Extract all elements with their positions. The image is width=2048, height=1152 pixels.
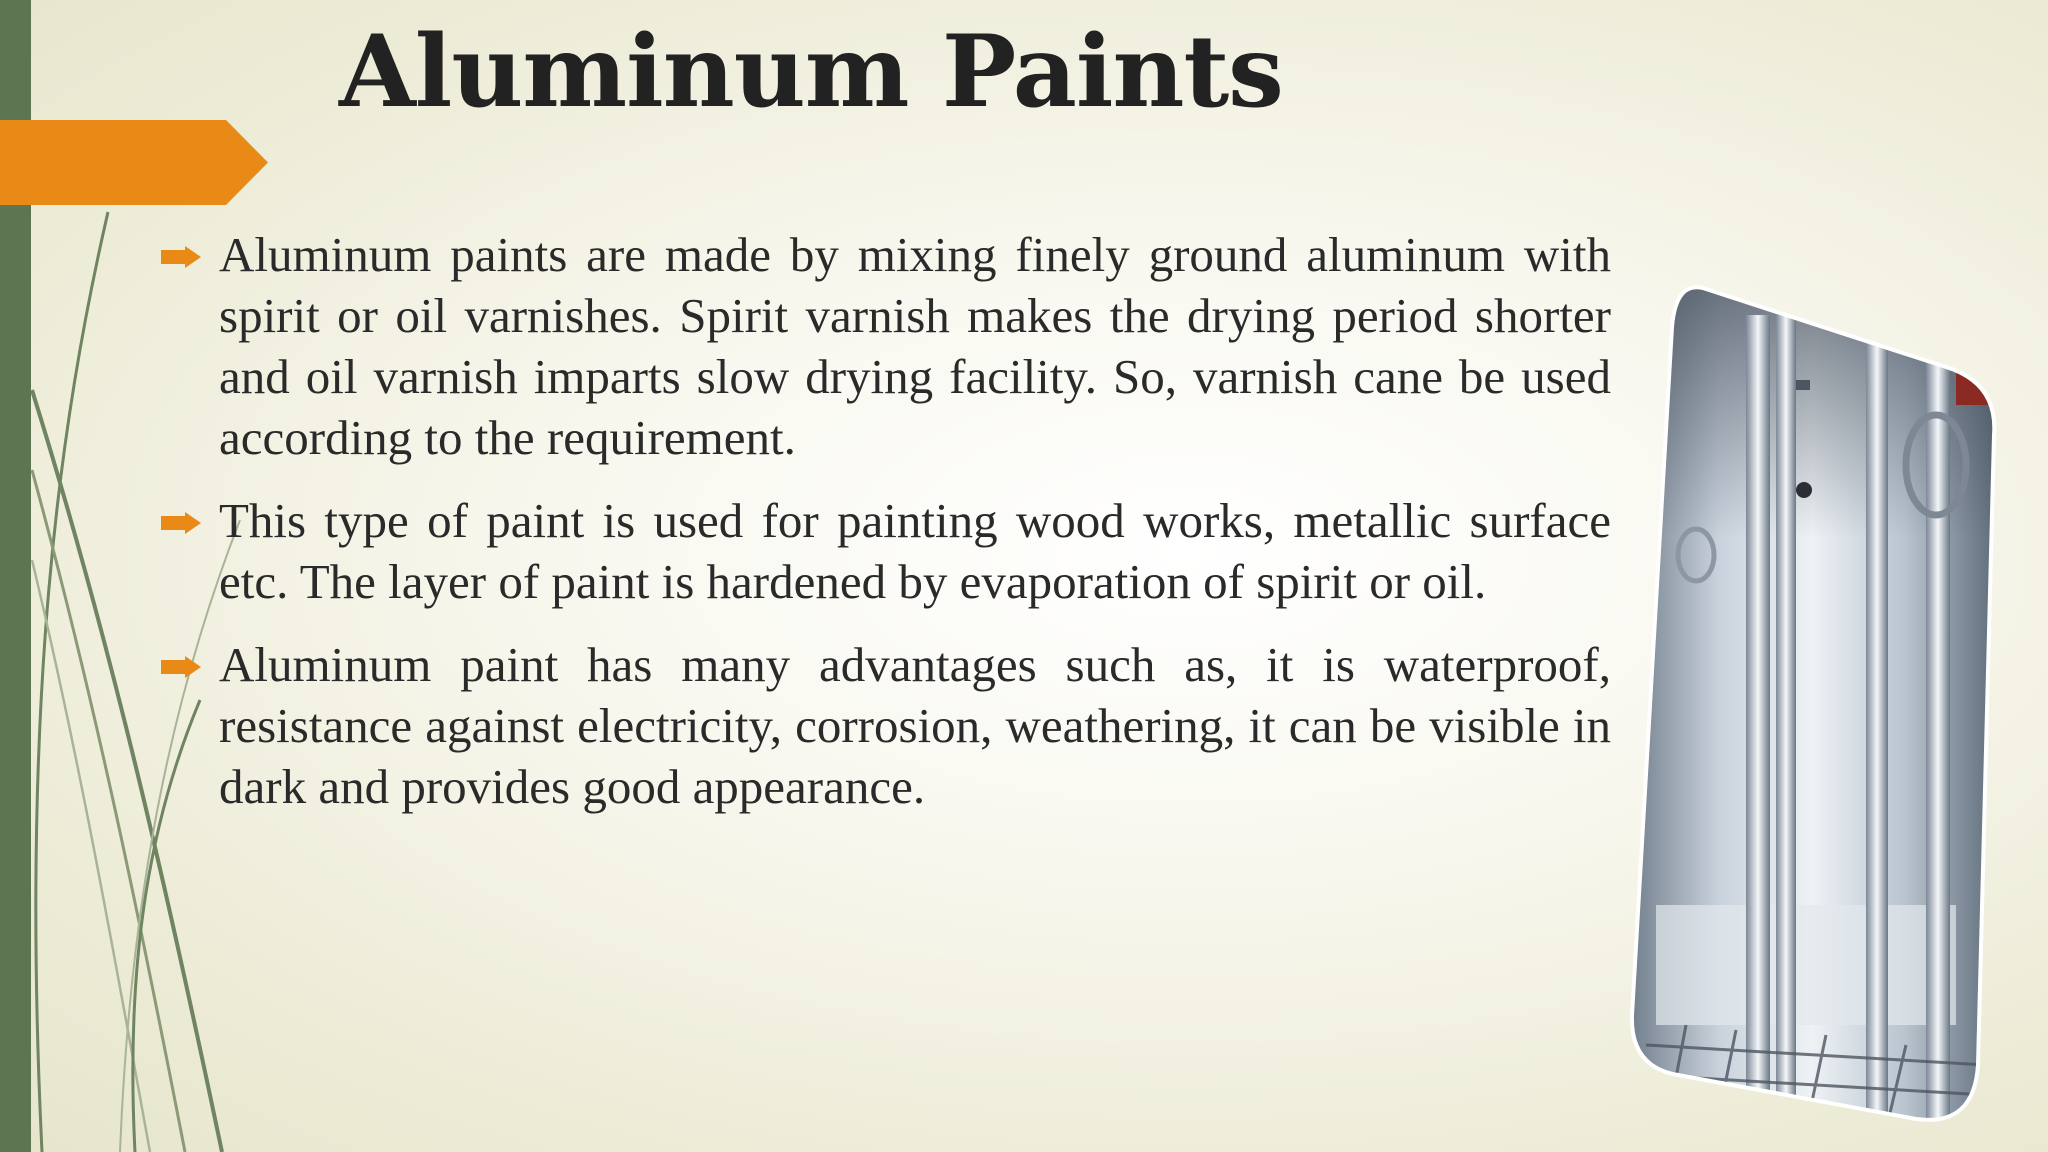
bullet-text: This type of paint is used for painting wood works, metallic surface etc. The layer of paint is hardened by evaporation of spirit or oil. [219,493,1611,609]
bullet-item [161,224,1611,468]
title-arrow-banner [0,120,268,205]
bullet-item [161,634,1611,817]
bullet-text: Aluminum paint has many advantages such as, it is waterproof, resistance against electricity, corrosion, weathering, it can be visible in dark and provides good appearance. [219,637,1611,814]
aluminum-tank-photo [1626,285,1998,1130]
bullet-list [161,224,1611,839]
slide-title: Aluminum Paints [339,14,1283,130]
arrow-bullet-icon [161,246,201,268]
arrow-bullet-icon [161,656,201,678]
bullet-item [161,490,1611,612]
arrow-bullet-icon [161,512,201,534]
bullet-text: Aluminum paints are made by mixing finely ground aluminum with spirit or oil varnishes. Spirit varnish makes the drying period shorter and oil varnish imparts slow drying facility. So, varnish cane be used according to the requirement. [219,227,1611,465]
